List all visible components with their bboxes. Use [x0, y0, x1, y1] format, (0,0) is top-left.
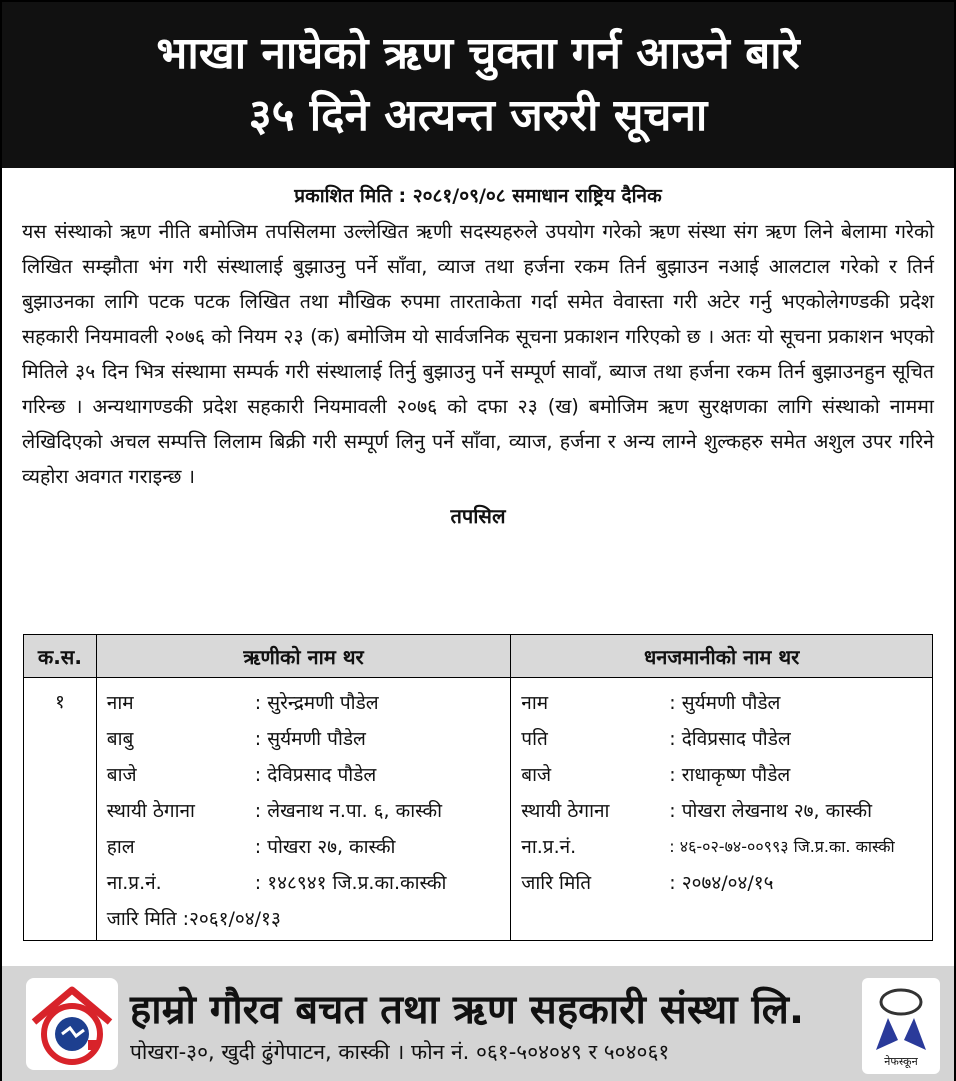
guarantor-field	[521, 684, 932, 720]
table-header-row	[24, 635, 933, 678]
field-label: बाजे	[521, 764, 552, 786]
borrower-details	[96, 678, 511, 941]
notice-body: यस संस्थाको ऋण नीति बमोजिम तपसिलमा उल्लेखित ऋणी सदस्यहरुले उपयोग गरेको ऋण संस्था संग ऋण लिने बेलामा गरेको लिखित सम्झौता भंग गरी संस्थालाई बुझाउनु पर्ने साँवा, व्याज तथा हर्जना रकम तिर्न बुझाउन नआई आलटाल गरेको र तिर्न बुझाउनका लागि पटक पटक लिखित तथा मौखिक रुपमा तारताकेता गर्दा समेत वेवास्ता गरी अटेर गर्नु भएकोलेगण्डकी प्रदेश सहकारी नियमावली २०७६ को नियम २३ (क) बमोजिम यो सार्वजनिक सूचना प्रकाशन गरिएको छ । अतः यो सूचना प्रकाशन भएको मितिले ३५ दिन भित्र संस्थामा सम्पर्क गरी संस्थालाई तिर्नु बुझाउनु पर्ने सम्पूर्ण सावाँ, ब्याज तथा हर्जना रकम तिर्न बुझाउनहुन सूचित गरिन्छ । अन्यथागण्डकी प्रदेश सहकारी नियमावली २०७६ को दफा २३ (ख) बमोजिम ऋण सुरक्षणका लागि संस्थाको नाममा लेखिदिएको अचल सम्पत्ति लिलाम बिक्री गरी सम्पूर्ण लिनु पर्ने साँवा, व्याज, हर्जना र अन्य लाग्ने शुल्कहरु समेत अशुल उपर गरिने व्यहोरा अवगत गराइन्छ ।	[22, 220, 934, 488]
borrower-field	[107, 792, 511, 828]
field-label: नाम	[106, 692, 134, 714]
guarantor-details	[511, 678, 933, 941]
headline-line-2: ३५ दिने अत्यन्त जरुरी सूचना	[248, 90, 708, 141]
guarantor-field	[521, 828, 932, 864]
details-table	[23, 634, 933, 941]
field-value: :२०६१/०४/१३	[182, 908, 281, 930]
col-header-borrower: ऋणीको नाम थर	[96, 635, 511, 678]
col-header-guarantor: धनजमानीको नाम थर	[511, 635, 933, 678]
details-title: तपसिल	[450, 504, 506, 528]
borrower-field	[107, 864, 511, 900]
guarantor-field	[521, 792, 932, 828]
nefscun-label: नेफस्कून	[884, 1055, 918, 1068]
field-label: ना.प्र.नं.	[521, 836, 577, 858]
field-label: नाम	[521, 692, 549, 714]
field-label: हाल	[106, 836, 135, 858]
field-value: : सुर्यमणी पौडेल	[254, 728, 366, 750]
organization-address: पोखरा-३०, खुदी ढुंगेपाटन, कास्की । फोन नं. ०६१-५०४०४९ र ५०४०६१	[130, 1040, 670, 1064]
field-label: जारि मिति	[521, 872, 592, 894]
field-value: : १४८९४१ जि.प्र.का.कास्की	[254, 872, 447, 894]
field-label: स्थायी ठेगाना	[106, 800, 195, 822]
field-value: : देविप्रसाद पौडेल	[254, 764, 377, 786]
field-value: : पोखरा लेखनाथ २७, कास्की	[669, 800, 873, 822]
publication-date: प्रकाशित मिति : २०८१/०९/०८ समाधान राष्ट्रिय दैनिक	[294, 185, 662, 207]
field-value: : लेखनाथ न.पा. ६, कास्की	[254, 800, 443, 822]
guarantor-field	[521, 720, 932, 756]
field-label: ना.प्र.नं.	[106, 872, 162, 894]
field-value: : २०७४/०४/१५	[669, 872, 774, 894]
organization-name: हाम्रो गौरव बचत तथा ऋण सहकारी संस्था लि.	[130, 987, 805, 1033]
borrower-field	[107, 720, 511, 756]
field-label: जारि मिति	[106, 908, 177, 930]
row-serial: १	[24, 678, 97, 941]
col-header-sn: क.स.	[24, 635, 97, 678]
field-label: स्थायी ठेगाना	[521, 800, 610, 822]
headline-banner	[2, 2, 954, 168]
field-value: : देविप्रसाद पौडेल	[669, 728, 791, 750]
headline-line-1: भाखा नाघेको ऋण चुक्ता गर्न आउने बारे	[156, 28, 800, 79]
borrower-field	[107, 756, 511, 792]
guarantor-field	[521, 864, 932, 900]
field-label: पति	[521, 728, 548, 750]
footer-banner	[2, 966, 954, 1081]
field-label: बाबु	[106, 728, 134, 750]
cooperative-house-logo-icon	[26, 978, 118, 1070]
field-value: : ४६-०२-७४-००९९३ जि.प्र.का. कास्की	[669, 837, 895, 856]
borrower-field	[107, 900, 511, 936]
table-row	[24, 678, 933, 941]
borrower-field	[107, 684, 511, 720]
field-value: : पोखरा २७, कास्की	[254, 836, 396, 858]
borrower-field	[107, 828, 511, 864]
field-value: : राधाकृष्ण पौडेल	[669, 764, 791, 786]
guarantor-field	[521, 756, 932, 792]
field-label: बाजे	[106, 764, 137, 786]
field-value: : सुर्यमणी पौडेल	[669, 692, 781, 714]
field-value: : सुरेन्द्रमणी पौडेल	[254, 692, 379, 714]
